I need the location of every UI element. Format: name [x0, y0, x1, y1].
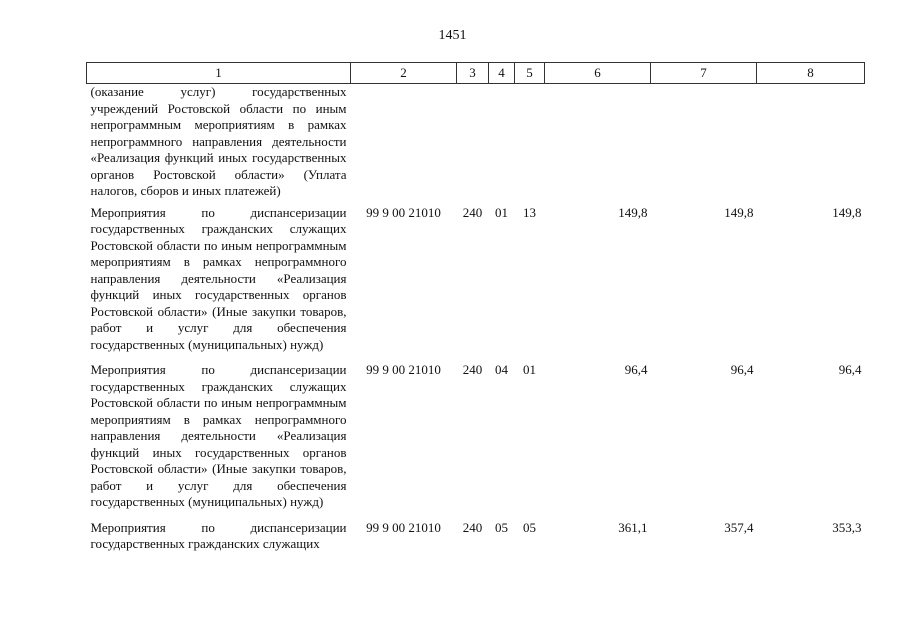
section-code: 05 — [495, 519, 508, 535]
section-code — [489, 84, 515, 200]
col-header-7: 7 — [651, 63, 757, 84]
col-header-3: 3 — [457, 63, 489, 84]
page-number: 1451 — [438, 28, 467, 43]
row-description: Мероприятия по диспансеризации государственных гражданских служащих Ростовской области по иным непрограммным мероприятиям в рамках непрограммного направления деятельности «Реализация функций иных государственных органов Ростовской области» (Иные закупки товаров, работ и услуг для обеспечения государственных (муниципальных) нужд) — [90, 204, 347, 352]
row-description: Мероприятия по диспансеризации государственных гражданских служащих — [90, 519, 347, 551]
row-description: (оказание услуг) государственных учреждений Ростовской области по иным непрограммным мероприятиям в рамках непрограммного направления деятельности «Реализация функций иных государственных органов Ростовской области» (Уплата налогов, сборов и иных платежей) — [90, 84, 347, 198]
col-header-4: 4 — [489, 63, 515, 84]
subsection-code: 01 — [523, 362, 536, 377]
col-header-5: 5 — [515, 63, 545, 84]
subsection-code — [515, 84, 545, 200]
table-row — [87, 515, 865, 557]
target-article-code: 99 9 00 21010 — [366, 204, 441, 220]
section-code: 04 — [495, 362, 508, 377]
amount-col-6: 96,4 — [624, 362, 648, 377]
amount-col-7: 149,8 — [724, 204, 754, 220]
amount-col-7 — [651, 84, 757, 200]
amount-col-6: 149,8 — [618, 204, 648, 220]
subsection-code: 13 — [523, 204, 536, 220]
section-code: 01 — [495, 204, 508, 220]
col-header-6: 6 — [545, 63, 651, 84]
amount-col-8: 353,3 — [832, 519, 862, 535]
amount-col-6 — [545, 84, 651, 200]
expense-type-code: 240 — [462, 204, 483, 220]
target-article-code — [351, 84, 457, 200]
amount-col-6: 361,1 — [618, 519, 648, 535]
table-row — [87, 200, 865, 358]
amount-col-8 — [757, 84, 865, 200]
header-row — [87, 63, 865, 84]
target-article-code: 99 9 00 21010 — [366, 519, 441, 535]
expense-type-code — [457, 84, 489, 200]
col-header-1: 1 — [87, 63, 351, 84]
amount-col-7: 96,4 — [730, 362, 754, 377]
expense-type-code: 240 — [462, 519, 483, 535]
amount-col-7: 357,4 — [724, 519, 754, 535]
col-header-8: 8 — [757, 63, 865, 84]
table-row — [87, 357, 865, 515]
row-description: Мероприятия по диспансеризации государственных гражданских служащих Ростовской области по иным непрограммным мероприятиям в рамках непрограммного направления деятельности «Реализация функций иных государственных органов Ростовской области» (Иные закупки товаров, работ и услуг для обеспечения государственных (муниципальных) нужд) — [90, 362, 347, 509]
subsection-code: 05 — [523, 519, 536, 535]
expense-type-code: 240 — [462, 362, 483, 377]
table-row — [87, 84, 865, 200]
target-article-code: 99 9 00 21010 — [366, 362, 441, 377]
col-header-2: 2 — [351, 63, 457, 84]
amount-col-8: 149,8 — [832, 204, 862, 220]
amount-col-8: 96,4 — [838, 362, 862, 377]
budget-table — [86, 62, 865, 557]
